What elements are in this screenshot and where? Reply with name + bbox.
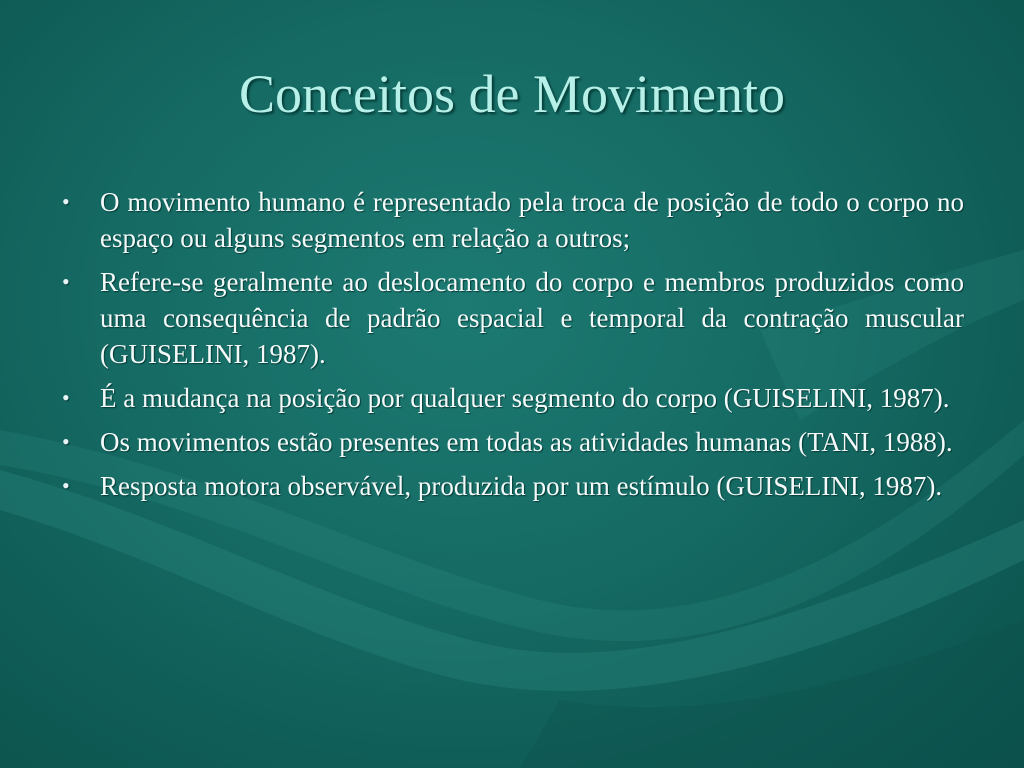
- bullet-text: Refere-se geralmente ao deslocamento do corpo e membros produzidos como uma consequência de padrão espacial e temporal da contração muscular (GUISELINI, 1987).: [100, 267, 964, 369]
- bullet-item: [62, 264, 964, 372]
- slide-title: Conceitos de Movimento: [239, 64, 785, 124]
- bullet-dot-icon: •: [62, 429, 70, 454]
- bullet-dot-icon: •: [62, 189, 70, 214]
- bullet-text: Os movimentos estão presentes em todas as atividades humanas (TANI, 1988).: [100, 427, 953, 457]
- bullet-item: [62, 468, 964, 504]
- bullet-text: Resposta motora observável, produzida por um estímulo (GUISELINI, 1987).: [100, 471, 943, 501]
- bullet-dot-icon: •: [62, 385, 70, 410]
- bullet-list: [62, 184, 964, 512]
- bullet-text: O movimento humano é representado pela troca de posição de todo o corpo no espaço ou alguns segmentos em relação a outros;: [100, 187, 964, 253]
- bullet-dot-icon: •: [62, 473, 70, 498]
- bullet-text: É a mudança na posição por qualquer segmento do corpo (GUISELINI, 1987).: [100, 383, 950, 413]
- bullet-item: [62, 424, 964, 460]
- bullet-item: [62, 184, 964, 256]
- bullet-dot-icon: •: [62, 269, 70, 294]
- bullet-item: [62, 380, 964, 416]
